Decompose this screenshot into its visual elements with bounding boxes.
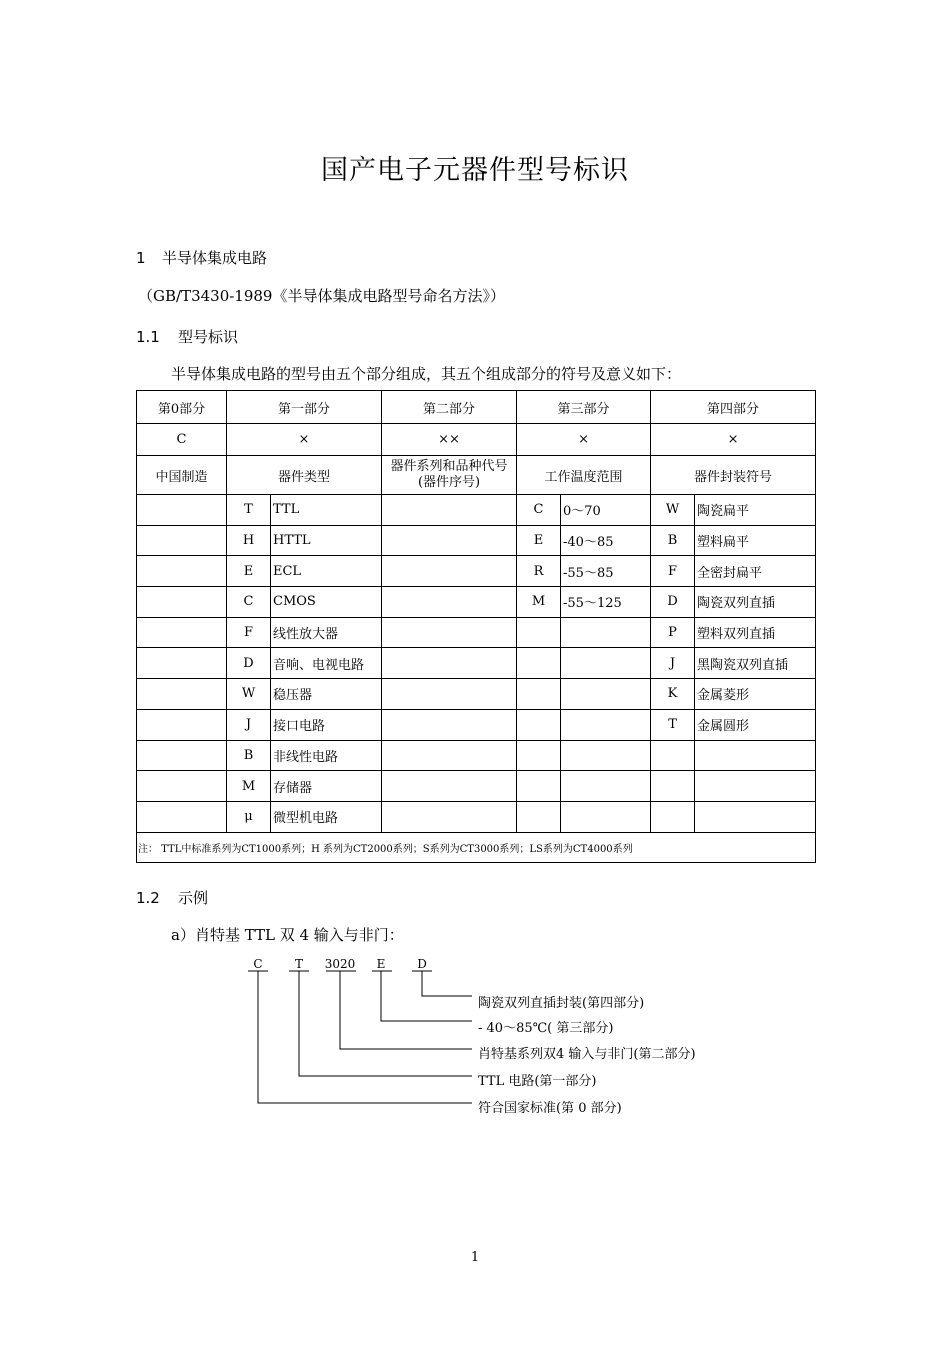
cell-p1c: F xyxy=(227,617,271,648)
code-part2: 3020 xyxy=(324,957,356,971)
code-part1: T xyxy=(294,957,304,971)
cell-p4m xyxy=(695,801,816,832)
cell-p3c xyxy=(517,648,561,679)
cell-p4m xyxy=(695,740,816,771)
cell-p4c: W xyxy=(651,495,695,526)
cell-p4c xyxy=(651,771,695,802)
cell-p4m: 全密封扁平 xyxy=(695,556,816,587)
leader-line-part2 xyxy=(340,971,472,1049)
table-symbol-row xyxy=(137,424,816,456)
naming-table xyxy=(136,390,816,863)
cell-p3m: 0～70 xyxy=(561,495,651,526)
empty-cell xyxy=(382,771,517,802)
table-row xyxy=(137,556,816,587)
cell-p1m: 非线性电路 xyxy=(271,740,382,771)
empty-cell xyxy=(137,617,227,648)
empty-cell xyxy=(382,709,517,740)
cell-p4c: P xyxy=(651,617,695,648)
empty-cell xyxy=(137,525,227,556)
symbol-cell: × xyxy=(651,424,816,456)
cell-p4c xyxy=(651,801,695,832)
cell-p3m xyxy=(561,771,651,802)
empty-cell xyxy=(382,525,517,556)
label-part4: 陶瓷双列直插封装(第四部分) xyxy=(478,996,645,1011)
symbol-cell: × xyxy=(517,424,651,456)
cell-p4c: T xyxy=(651,709,695,740)
cell-p3m xyxy=(561,617,651,648)
cell-p1m: ECL xyxy=(271,556,382,587)
page-number: 1 xyxy=(470,1250,480,1265)
table-note: 注： TTL中标准系列为CT1000系列；H 系列为CT2000系列；S系列为CT3000系列；LS系列为CT4000系列 xyxy=(137,832,816,862)
cell-p1c: H xyxy=(227,525,271,556)
cell-p1c: D xyxy=(227,648,271,679)
cell-p3c xyxy=(517,617,561,648)
table-row xyxy=(137,801,816,832)
section-number: 1.2 xyxy=(136,889,160,907)
section-number: 1 xyxy=(136,249,146,267)
example-title: a）肖特基 TTL 双 4 输入与非门： xyxy=(171,926,404,944)
cell-p4m: 陶瓷扁平 xyxy=(695,495,816,526)
cell-p3m: -40～85 xyxy=(561,525,651,556)
empty-cell xyxy=(137,709,227,740)
leader-line-part0 xyxy=(258,971,472,1103)
cell-p4m: 金属菱形 xyxy=(695,679,816,710)
cell-p1c: J xyxy=(227,709,271,740)
table-header-row xyxy=(137,391,816,424)
page-title: 国产电子元器件型号标识 xyxy=(321,155,629,186)
empty-cell xyxy=(382,495,517,526)
cell-p3m xyxy=(561,740,651,771)
empty-cell xyxy=(382,801,517,832)
cell-p4m: 塑料双列直插 xyxy=(695,617,816,648)
section-heading-1 xyxy=(136,247,267,268)
meaning-cell: 器件类型 xyxy=(227,456,382,495)
section-heading-1-1 xyxy=(136,326,238,347)
table-meaning-row xyxy=(137,456,816,495)
section-number: 1.1 xyxy=(136,328,160,346)
header-cell: 第三部分 xyxy=(517,391,651,424)
cell-p1c: C xyxy=(227,587,271,618)
cell-p1c: T xyxy=(227,495,271,526)
table-row xyxy=(137,679,816,710)
leader-line-part4 xyxy=(422,971,472,996)
cell-p1m: 音响、电视电路 xyxy=(271,648,382,679)
label-part0: 符合国家标准(第 0 部分) xyxy=(478,1101,622,1116)
cell-p3c xyxy=(517,771,561,802)
code-part4: D xyxy=(417,957,427,971)
cell-p4m: 金属圆形 xyxy=(695,709,816,740)
cell-p4c: F xyxy=(651,556,695,587)
header-cell: 第一部分 xyxy=(227,391,382,424)
leader-line-part1 xyxy=(299,971,472,1076)
cell-p4m xyxy=(695,771,816,802)
cell-p1m: CMOS xyxy=(271,587,382,618)
section-title: 型号标识 xyxy=(178,328,239,346)
cell-p3c: E xyxy=(517,525,561,556)
table-row xyxy=(137,771,816,802)
cell-p4c: K xyxy=(651,679,695,710)
meaning-cell: 工作温度范围 xyxy=(517,456,651,495)
empty-cell xyxy=(382,587,517,618)
cell-p4c: B xyxy=(651,525,695,556)
cell-p4c: J xyxy=(651,648,695,679)
cell-p1m: HTTL xyxy=(271,525,382,556)
cell-p3m: -55～125 xyxy=(561,587,651,618)
label-part2: 肖特基系列双4 输入与非门(第二部分) xyxy=(478,1047,696,1062)
cell-p3c xyxy=(517,679,561,710)
empty-cell xyxy=(382,740,517,771)
cell-p4m: 陶瓷双列直插 xyxy=(695,587,816,618)
empty-cell xyxy=(137,679,227,710)
cell-p3c: C xyxy=(517,495,561,526)
section-heading-1-2 xyxy=(136,887,208,908)
cell-p3c xyxy=(517,801,561,832)
table-note-row xyxy=(137,832,816,862)
empty-cell xyxy=(382,679,517,710)
cell-p3m xyxy=(561,648,651,679)
leader-line-part3 xyxy=(381,971,472,1021)
empty-cell xyxy=(382,648,517,679)
symbol-cell: C xyxy=(137,424,227,456)
section-title: 半导体集成电路 xyxy=(162,249,268,267)
cell-p1c: B xyxy=(227,740,271,771)
cell-p3c: R xyxy=(517,556,561,587)
table-row xyxy=(137,617,816,648)
meaning-cell: 中国制造 xyxy=(137,456,227,495)
empty-cell xyxy=(137,648,227,679)
cell-p3c: M xyxy=(517,587,561,618)
empty-cell xyxy=(137,740,227,771)
table-row xyxy=(137,587,816,618)
cell-p3c xyxy=(517,740,561,771)
table-row xyxy=(137,495,816,526)
cell-p1c: μ xyxy=(227,801,271,832)
standard-reference: （GB/T3430-1989《半导体集成电路型号命名方法》） xyxy=(138,287,505,305)
table-row xyxy=(137,648,816,679)
cell-p1m: 稳压器 xyxy=(271,679,382,710)
meaning-cell: 器件系列和品种代号(器件序号) xyxy=(382,456,517,495)
empty-cell xyxy=(137,495,227,526)
cell-p4c xyxy=(651,740,695,771)
empty-cell xyxy=(137,801,227,832)
empty-cell xyxy=(137,587,227,618)
cell-p3m xyxy=(561,679,651,710)
cell-p4m: 黑陶瓷双列直插 xyxy=(695,648,816,679)
empty-cell xyxy=(382,617,517,648)
cell-p3c xyxy=(517,709,561,740)
section-title: 示例 xyxy=(178,889,209,907)
cell-p1m: TTL xyxy=(271,495,382,526)
code-part3: E xyxy=(376,957,386,971)
cell-p4c: D xyxy=(651,587,695,618)
cell-p1m: 微型机电路 xyxy=(271,801,382,832)
empty-cell xyxy=(137,771,227,802)
header-cell: 第0部分 xyxy=(137,391,227,424)
symbol-cell: ×× xyxy=(382,424,517,456)
table-row xyxy=(137,740,816,771)
empty-cell xyxy=(137,556,227,587)
intro-paragraph: 半导体集成电路的型号由五个部分组成，其五个组成部分的符号及意义如下： xyxy=(171,365,682,383)
header-cell: 第二部分 xyxy=(382,391,517,424)
cell-p1m: 线性放大器 xyxy=(271,617,382,648)
cell-p3m: -55～85 xyxy=(561,556,651,587)
label-part3: - 40～85℃( 第三部分) xyxy=(478,1021,614,1036)
table-row xyxy=(137,525,816,556)
cell-p4m: 塑料扁平 xyxy=(695,525,816,556)
table-row xyxy=(137,709,816,740)
symbol-cell: × xyxy=(227,424,382,456)
cell-p3m xyxy=(561,709,651,740)
empty-cell xyxy=(382,556,517,587)
header-cell: 第四部分 xyxy=(651,391,816,424)
meaning-cell: 器件封装符号 xyxy=(651,456,816,495)
cell-p1c: M xyxy=(227,771,271,802)
cell-p3m xyxy=(561,801,651,832)
cell-p1m: 接口电路 xyxy=(271,709,382,740)
cell-p1c: W xyxy=(227,679,271,710)
label-part1: TTL 电路(第一部分) xyxy=(478,1074,597,1089)
cell-p1c: E xyxy=(227,556,271,587)
code-part0: C xyxy=(253,957,263,971)
cell-p1m: 存储器 xyxy=(271,771,382,802)
